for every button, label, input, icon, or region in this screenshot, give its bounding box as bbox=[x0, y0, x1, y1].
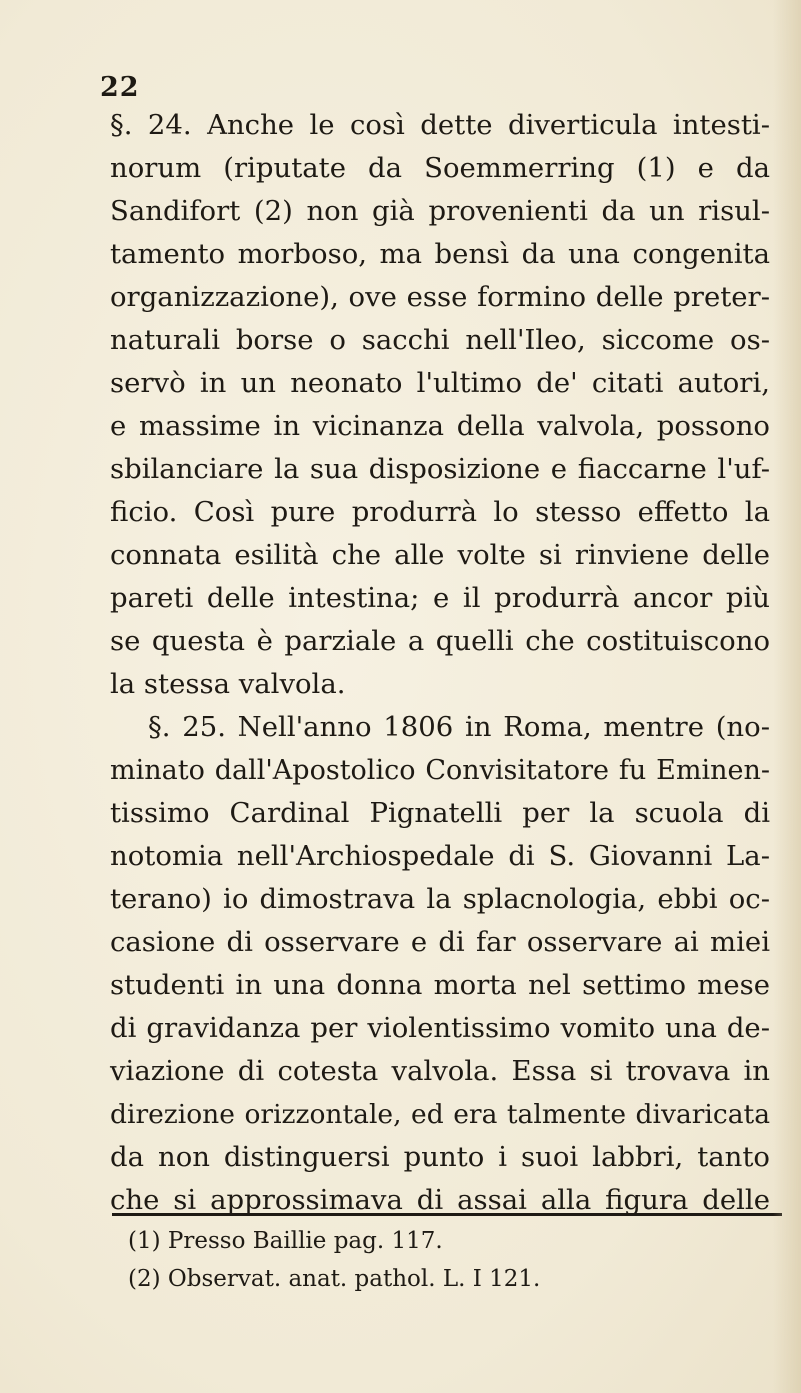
body-text bbox=[110, 104, 770, 1222]
text-line: Sandifort (2) non già provenienti da un risul- bbox=[110, 195, 770, 227]
footnote-divider bbox=[112, 1213, 782, 1216]
text-line: se questa è parziale a quelli che costituiscono bbox=[110, 625, 770, 657]
text-line: norum (riputate da Soemmerring (1) e da bbox=[110, 152, 770, 184]
footnotes bbox=[128, 1222, 748, 1298]
text-line: connata esilità che alle volte si rinviene delle bbox=[110, 539, 770, 571]
text-line: §. 25. Nell'anno 1806 in Roma, mentre (no- bbox=[148, 711, 770, 743]
text-line: minato dall'Apostolico Convisitatore fu Eminen- bbox=[110, 755, 770, 786]
text-line: viazione di cotesta valvola. Essa si trovava in bbox=[110, 1055, 770, 1087]
text-line: sbilanciare la sua disposizione e fiaccarne l'uf- bbox=[110, 453, 770, 485]
text-line: studenti in una donna morta nel settimo mese bbox=[110, 969, 770, 1001]
text-line: tissimo Cardinal Pignatelli per la scuola di bbox=[110, 797, 770, 829]
footnote: (2) Observat. anat. pathol. L. I 121. bbox=[128, 1266, 541, 1292]
page-number: 22 bbox=[100, 72, 140, 103]
text-line: notomia nell'Archiospedale di S. Giovanni La- bbox=[110, 840, 770, 872]
text-line: servò in un neonato l'ultimo de' citati autori, bbox=[110, 367, 770, 399]
text-line: che si approssimava di assai alla figura delle bbox=[110, 1184, 770, 1216]
text-line: di gravidanza per violentissimo vomito una de- bbox=[110, 1012, 770, 1044]
text-line: direzione orizzontale, ed era talmente divaricata bbox=[110, 1099, 770, 1130]
text-line: pareti delle intestina; e il produrrà ancor più bbox=[110, 582, 770, 614]
text-line: terano) io dimostrava la splacnologia, ebbi oc- bbox=[110, 883, 770, 915]
footnote: (1) Presso Baillie pag. 117. bbox=[128, 1228, 443, 1254]
text-line: casione di osservare e di far osservare ai miei bbox=[110, 926, 770, 958]
page-edge-shadow bbox=[773, 0, 801, 1393]
text-line: da non distinguersi punto i suoi labbri, tanto bbox=[110, 1141, 770, 1173]
text-line: e massime in vicinanza della valvola, possono bbox=[110, 410, 770, 442]
text-line: ficio. Così pure produrrà lo stesso effetto la bbox=[110, 496, 770, 528]
paragraph-end-line: la stessa valvola. bbox=[110, 668, 346, 700]
text-line: naturali borse o sacchi nell'Ileo, siccome os- bbox=[110, 324, 770, 356]
text-line: §. 24. Anche le così dette diverticula intesti- bbox=[110, 109, 770, 141]
text-line: tamento morboso, ma bensì da una congenita bbox=[110, 238, 770, 270]
text-line: organizzazione), ove esse formino delle preter- bbox=[110, 281, 770, 313]
